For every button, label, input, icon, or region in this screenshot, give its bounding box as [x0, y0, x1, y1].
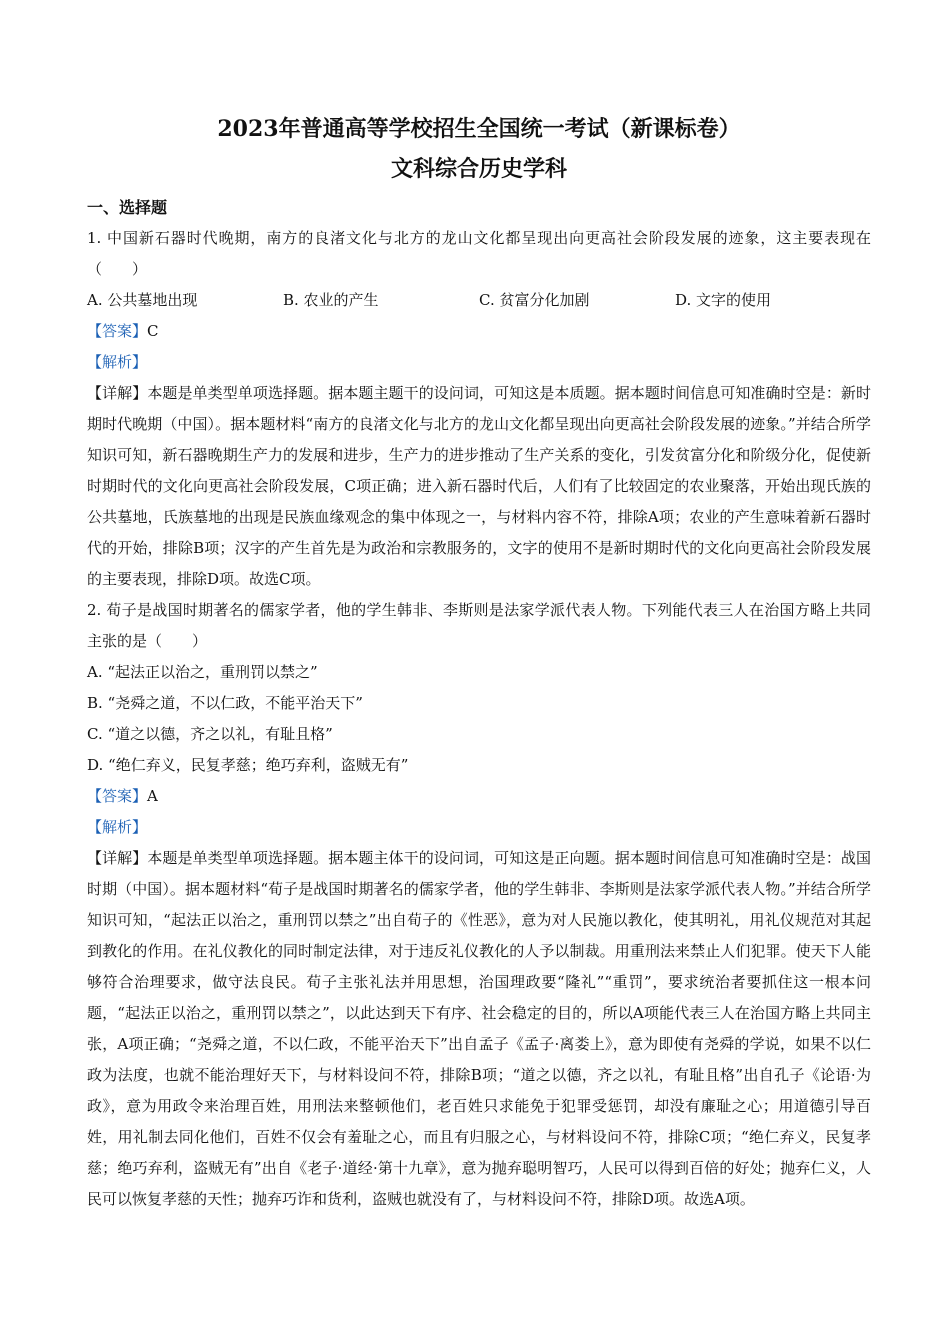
option-b: B. 农业的产生 — [283, 291, 379, 309]
answer-label: 【答案】 — [87, 322, 148, 340]
question-2 — [87, 595, 871, 1215]
analysis-label: 【解析】 — [87, 353, 148, 371]
answer-line — [87, 781, 871, 812]
option-a: A. 公共墓地出现 — [87, 291, 198, 309]
detail-paragraph — [87, 378, 871, 595]
section-heading: 一、选择题 — [87, 198, 168, 217]
option-b: B. “尧舜之道，不以仁政，不能平治天下” — [87, 694, 363, 712]
detail-text: 本题是单类型单项选择题。据本题主题干的设问词，可知这是本质题。据本题时间信息可知准确时空是：新时期时代晚期（中国）。据本题材料“南方的良渚文化与北方的龙山文化都呈现出向更高社会阶段发展的迹象。”并结合所学知识可知，新石器晚期生产力的发展和进步，生产力的进步推动了生产关系的变化，引发贫富分化和阶级分化，促使新时期时代的文化向更高社会阶段发展，C项正确；进入新石器时代后，人们有了比较固定的农业聚落，开始出现氏族的公共墓地，氏族墓地的出现是民族血缘观念的集中体现之一，与材料内容不符，排除A项；农业的产生意味着新石器时代的开始，排除B项；汉字的产生首先是为政治和宗教服务的，文字的使用不是新时期时代的文化向更高社会阶段发展的主要表现，排除D项。故选C项。 — [87, 384, 871, 588]
detail-paragraph — [87, 843, 871, 1215]
detail-label: 【详解】 — [87, 849, 148, 867]
answer-value: C — [147, 322, 159, 340]
exam-title: 2023年普通高等学校招生全国统一考试（新课标卷） — [217, 116, 741, 142]
detail-label: 【详解】 — [87, 384, 148, 402]
option-a: A. “起法正以治之，重刑罚以禁之” — [87, 663, 318, 681]
subject-title: 文科综合历史学科 — [390, 156, 567, 182]
analysis-label: 【解析】 — [87, 818, 148, 836]
option-c: C. 贫富分化加剧 — [479, 291, 590, 309]
option-d: D. 文字的使用 — [675, 291, 772, 309]
question-2-stem: 2. 荀子是战国时期著名的儒家学者，他的学生韩非、李斯则是法家学派代表人物。下列能代表三人在治国方略上共同主张的是（ ） — [87, 601, 871, 650]
question-1 — [87, 223, 871, 595]
answer-line — [87, 316, 871, 347]
option-c: C. “道之以德，齐之以礼，有耻且格” — [87, 725, 333, 743]
question-1-options — [87, 285, 871, 316]
question-1-stem: 1. 中国新石器时代晚期，南方的良渚文化与北方的龙山文化都呈现出向更高社会阶段发展的迹象，这主要表现在（ ） — [87, 229, 871, 278]
answer-label: 【答案】 — [87, 787, 148, 805]
option-d: D. “绝仁弃义，民复孝慈；绝巧弃利，盗贼无有” — [87, 756, 409, 774]
detail-text: 本题是单类型单项选择题。据本题主体干的设问词，可知这是正向题。据本题时间信息可知准确时空是：战国时期（中国）。据本题材料“荀子是战国时期著名的儒家学者，他的学生韩非、李斯则是法家学派代表人物。”并结合所学知识可知，“起法正以治之，重刑罚以禁之”出自荀子的《性恶》，意为对人民施以教化，使其明礼，用礼仪规范对其起到教化的作用。在礼仪教化的同时制定法律，对于违反礼仪教化的人予以制裁。用重刑法来禁止人们犯罪。使天下人能够符合治理要求，做守法良民。荀子主张礼法并用思想，治国理政要“隆礼”“重罚”，要求统治者要抓住这一根本问题，“起法正以治之，重刑罚以禁之”，以此达到天下有序、社会稳定的目的，所以A项能代表三人在治国方略上共同主张，A项正确；“尧舜之道，不以仁政，不能平治天下”出自孟子《孟子·离娄上》，意为即使有尧舜的学说，如果不以仁政为法度，也就不能治理好天下，与材料设问不符，排除B项；“道之以德，齐之以礼，有耻且格”出自孔子《论语·为政》，意为用政令来治理百姓，用刑法来整顿他们，老百姓只求能免于犯罪受惩罚，却没有廉耻之心；用道德引导百姓，用礼制去同化他们，百姓不仅会有羞耻之心，而且有归服之心，与材料设问不符，排除C项；“绝仁弃义，民复孝慈；绝巧弃利，盗贼无有”出自《老子·道经·第十九章》，意为抛弃聪明智巧，人民可以得到百倍的好处；抛弃仁义，人民可以恢复孝慈的天性；抛弃巧诈和货利，盗贼也就没有了，与材料设问不符，排除D项。故选A项。 — [87, 849, 871, 1208]
document-page — [87, 112, 871, 1215]
answer-value: A — [147, 787, 158, 805]
